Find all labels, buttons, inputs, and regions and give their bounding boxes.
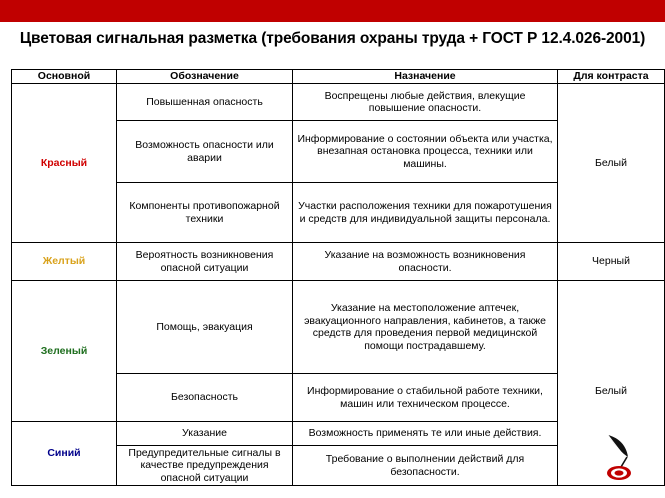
purpose-cell: Указание на возможность возникновения опасности. (293, 243, 558, 281)
purpose-cell: Требование о выполнении действий для безопасности. (293, 446, 558, 486)
purpose-cell: Воспрещены любые действия, влекущие повышение опасности. (293, 84, 558, 121)
color-green: Зеленый (12, 281, 117, 422)
designation-cell: Вероятность возникновения опасной ситуации (117, 243, 293, 281)
page-title: Цветовая сигнальная разметка (требования охраны труда + ГОСТ Р 12.4.026-2001) (19, 30, 646, 47)
designation-cell: Помощь, эвакуация (117, 281, 293, 374)
table-row (12, 243, 665, 281)
table-row (12, 84, 665, 121)
contrast-value: Белый (595, 385, 627, 397)
color-yellow: Желтый (12, 243, 117, 281)
top-accent-bar (0, 0, 665, 22)
header-designation: Обозначение (117, 70, 293, 84)
designation-cell: Повышенная опасность (117, 84, 293, 121)
header-row (12, 70, 665, 84)
header-contrast: Для контраста (558, 70, 665, 84)
header-purpose: Назначение (293, 70, 558, 84)
designation-cell: Указание (117, 422, 293, 446)
color-red: Красный (12, 84, 117, 243)
table-row (12, 281, 665, 374)
header-main: Основной (12, 70, 117, 84)
purpose-cell: Участки расположения техники для пожаротушения и средств для индивидуальной защиты персонала. (293, 183, 558, 243)
contrast-cell: Белый (558, 84, 665, 243)
color-blue: Синий (12, 422, 117, 486)
contrast-cell: Черный (558, 243, 665, 281)
designation-cell: Предупредительные сигналы в качестве предупреждения опасной ситуации (117, 446, 293, 486)
signal-marking-table (11, 69, 665, 486)
designation-cell: Компоненты противопожарной техники (117, 183, 293, 243)
purpose-cell: Указание на местоположение аптечек, эвакуационного направления, кабинетов, а также средств для проведения первой медицинской помощи пострадавшему. (293, 281, 558, 374)
purpose-cell: Информирование о состоянии объекта или участка, внезапная остановка процесса, техники или машины. (293, 121, 558, 183)
designation-cell: Безопасность (117, 374, 293, 422)
purpose-cell: Информирование о стабильной работе техники, машин или техническом процессе. (293, 374, 558, 422)
purpose-cell: Возможность применять те или иные действия. (293, 422, 558, 446)
quill-target-icon (604, 433, 638, 483)
designation-cell: Возможность опасности или аварии (117, 121, 293, 183)
